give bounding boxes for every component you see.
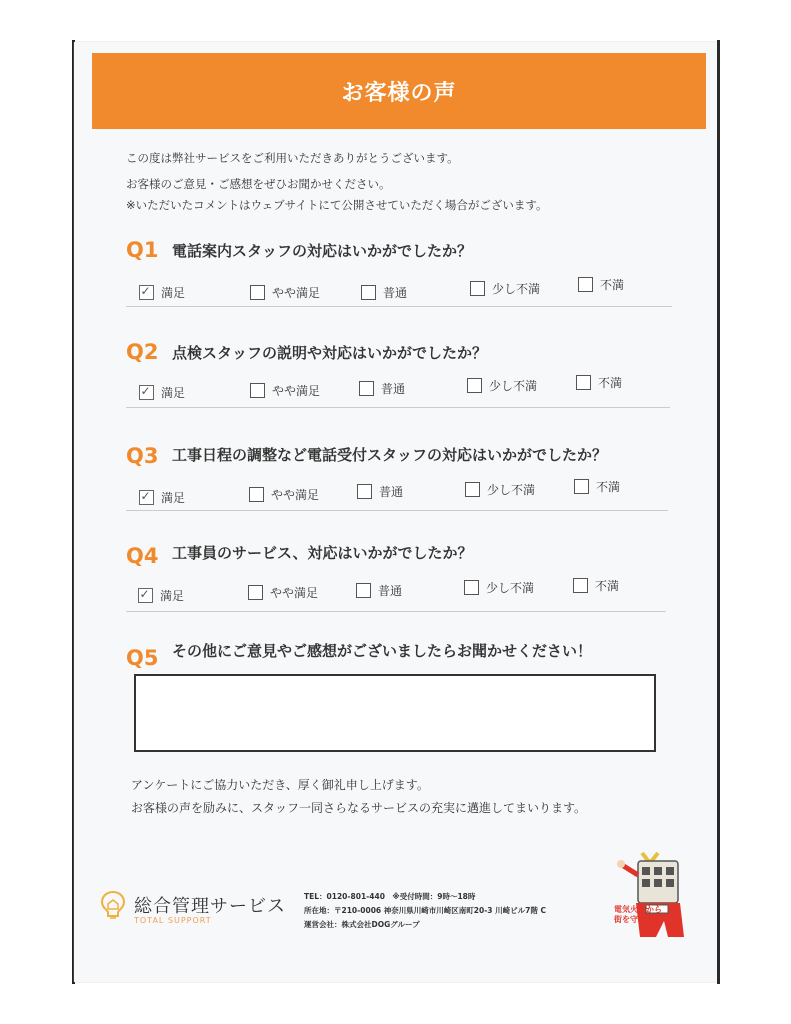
q2-number: Q2 <box>126 340 159 364</box>
intro-line-1: この度は弊社サービスをご利用いただきありがとうございます。 <box>126 151 459 165</box>
q3-text: 工事日程の調整など電話受付スタッフの対応はいかがでしたか？ <box>172 446 608 464</box>
checkbox[interactable] <box>465 482 480 497</box>
q1-text: 電話案内スタッフの対応はいかがでしたか？ <box>172 242 473 260</box>
q1-option-dissatisfied[interactable]: 不満 <box>578 276 624 293</box>
checkbox[interactable] <box>576 375 591 390</box>
checkbox[interactable] <box>578 277 593 292</box>
q2-option-neutral[interactable]: 普通 <box>359 380 405 397</box>
divider <box>126 306 672 307</box>
divider <box>126 407 670 408</box>
q4-option-dissatisfied[interactable]: 不満 <box>573 577 619 594</box>
q1-option-somewhat-dissatisfied[interactable]: 少し不満 <box>470 280 540 297</box>
checkbox[interactable] <box>250 285 265 300</box>
lightbulb-house-icon <box>100 890 126 920</box>
company-name: 総合管理サービス <box>134 896 286 917</box>
divider <box>126 510 668 511</box>
q3-option-dissatisfied[interactable]: 不満 <box>574 478 620 495</box>
checkbox[interactable] <box>248 585 263 600</box>
q3-option-neutral[interactable]: 普通 <box>357 483 403 500</box>
closing-line-1: アンケートにご協力いただき、厚く御礼申し上げます。 <box>131 778 429 792</box>
company-name-en: TOTAL SUPPORT <box>134 916 212 925</box>
q4-option-somewhat-satisfied[interactable]: やや満足 <box>248 584 318 601</box>
checkbox[interactable] <box>470 281 485 296</box>
q1-option-neutral[interactable]: 普通 <box>361 284 407 301</box>
q4-option-somewhat-dissatisfied[interactable]: 少し不満 <box>464 579 534 596</box>
checkbox[interactable] <box>250 383 265 398</box>
q2-option-somewhat-satisfied[interactable]: やや満足 <box>250 382 320 399</box>
closing-line-2: お客様の声を励みに、スタッフ一同さらなるサービスの充実に邁進してまいります。 <box>131 801 587 815</box>
q4-option-satisfied[interactable]: ✓ 満足 <box>138 587 184 604</box>
q5-number: Q5 <box>126 646 159 670</box>
page-title: お客様の声 <box>341 80 457 106</box>
paper-edge-right <box>717 40 720 984</box>
q4-option-neutral[interactable]: 普通 <box>356 582 402 599</box>
q3-option-somewhat-satisfied[interactable]: やや満足 <box>249 486 319 503</box>
checkbox[interactable] <box>357 484 372 499</box>
checkbox[interactable] <box>464 580 479 595</box>
mascot-illustration <box>612 845 694 945</box>
q2-text: 点検スタッフの説明や対応はいかがでしたか？ <box>172 344 488 362</box>
comment-textarea[interactable] <box>134 674 656 752</box>
checkbox[interactable] <box>467 378 482 393</box>
q2-option-satisfied[interactable]: ✓ 満足 <box>139 384 185 401</box>
checkbox[interactable] <box>573 578 588 593</box>
checkbox[interactable] <box>361 285 376 300</box>
contact-operator: 運営会社：株式会社DOGグループ <box>304 920 420 929</box>
q1-option-somewhat-satisfied[interactable]: やや満足 <box>250 284 320 301</box>
contact-tel: TEL：0120-801-440 ※受付時間：9時～18時 <box>304 892 476 901</box>
q3-option-somewhat-dissatisfied[interactable]: 少し不満 <box>465 481 535 498</box>
intro-line-3: ※いただいたコメントはウェブサイトにて公開させていただく場合がございます。 <box>126 198 548 212</box>
checkbox[interactable] <box>356 583 371 598</box>
checkbox-checked[interactable] <box>139 285 154 300</box>
q2-option-somewhat-dissatisfied[interactable]: 少し不満 <box>467 377 537 394</box>
mascot-slogan: 電気火災から 街を守ろう！ <box>614 905 662 924</box>
q4-number: Q4 <box>126 544 159 568</box>
q3-number: Q3 <box>126 444 159 468</box>
checkbox-checked[interactable] <box>139 490 154 505</box>
q2-option-dissatisfied[interactable]: 不満 <box>576 374 622 391</box>
q5-text: その他にご意見やご感想がございましたらお聞かせください！ <box>172 642 593 660</box>
q1-option-satisfied[interactable]: ✓ 満足 <box>139 284 185 301</box>
checkbox[interactable] <box>249 487 264 502</box>
intro-line-2: お客様のご意見・ご感想をぜひお聞かせください。 <box>126 177 391 191</box>
checkbox[interactable] <box>359 381 374 396</box>
checkbox-checked[interactable] <box>138 588 153 603</box>
q3-option-satisfied[interactable]: ✓ 満足 <box>139 489 185 506</box>
checkbox-checked[interactable] <box>139 385 154 400</box>
contact-address: 所在地：〒210-0006 神奈川県川崎市川崎区南町20-3 川崎ビル7階 C <box>304 906 546 915</box>
header-banner <box>92 53 706 129</box>
checkbox[interactable] <box>574 479 589 494</box>
q4-text: 工事員のサービス、対応はいかがでしたか？ <box>172 544 473 562</box>
q1-number: Q1 <box>126 238 159 262</box>
divider <box>126 611 666 612</box>
